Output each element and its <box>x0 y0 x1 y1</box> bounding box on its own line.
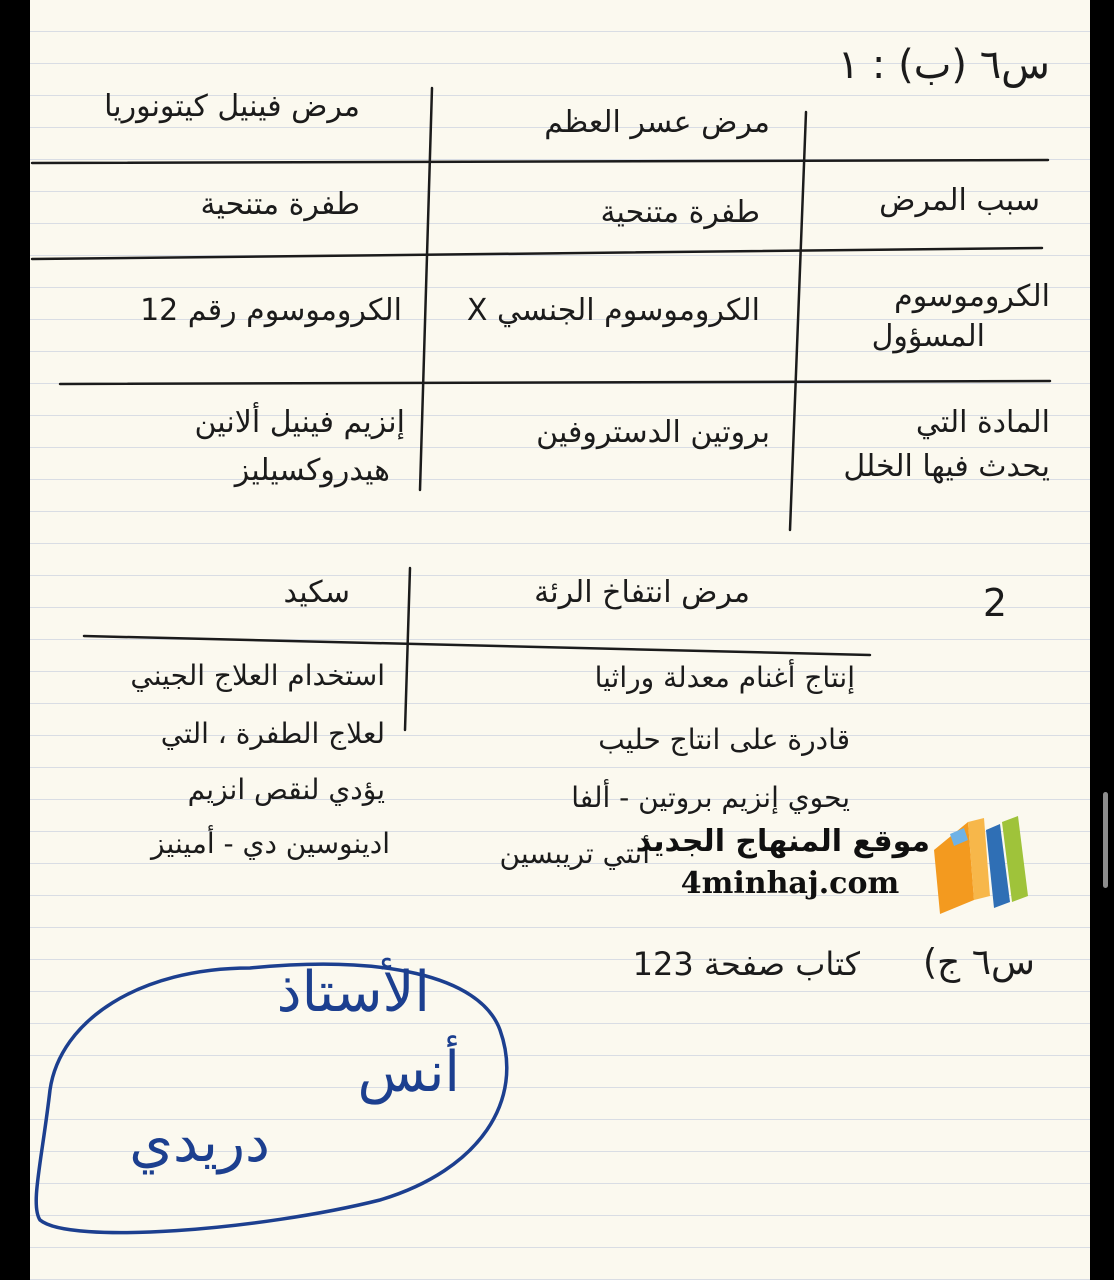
signature-last-name: دريدي <box>129 1110 270 1175</box>
part2-emphysema-line2: قادرة على انتاج حليب <box>598 723 850 756</box>
cell-cause-md: طفرة متنحية <box>600 195 760 230</box>
cell-cause-pku: طفرة متنحية <box>200 187 360 222</box>
part2-scid-line2: لعلاج الطفرة ، التي <box>160 717 385 750</box>
scrollbar-thumb[interactable] <box>1103 792 1108 888</box>
row-label-chromosome: الكروموسوم <box>894 279 1050 314</box>
row-label-substance: المادة التي <box>915 405 1050 440</box>
part2-number: 2 <box>982 581 1008 625</box>
column-header-pku: مرض فينيل كيتونوريا <box>104 89 360 124</box>
part2-scid-line3: يؤدي لنقص انزيم <box>187 773 385 806</box>
site-logo-icon <box>928 810 1032 920</box>
row-label-substance-2: يحدث فيها الخلل <box>843 449 1050 484</box>
question-c-label: س٦ ج) <box>922 942 1035 983</box>
part2-header-emphysema: مرض انتفاخ الرئة <box>534 575 750 610</box>
part2-emphysema-line3: يحوي إنزيم بروتين - ألفا <box>571 781 850 814</box>
part2-scid-line1: استخدام العلاج الجيني <box>130 659 385 692</box>
part2-scid-line4: ادينوسين دي - أمينيز <box>151 827 390 860</box>
part2-emphysema-line1: إنتاج أغنام معدلة وراثيا <box>594 661 855 694</box>
row-label-chromosome-2: المسؤول <box>871 319 985 354</box>
cell-chromosome-md: الكروموسوم الجنسي X <box>466 293 760 328</box>
watermark-url: 4minhaj.com <box>680 866 900 901</box>
part2-emphysema-line4: أنتي تريبسين <box>499 837 650 870</box>
cell-substance-md: بروتين الدستروفين <box>536 415 770 450</box>
watermark-site-name: موقع المنهاج الجديد <box>635 824 930 859</box>
signature-title: الأستاذ <box>276 960 430 1025</box>
column-header-muscular-dystrophy: مرض عسر العظم <box>544 105 770 140</box>
signature-first-name: أنس <box>357 1040 460 1105</box>
part2-header-scid: سكيد <box>283 575 350 610</box>
cell-substance-pku: إنزيم فينيل ألانين <box>194 405 405 440</box>
question-c-text: كتاب صفحة 123 <box>632 945 860 983</box>
cell-substance-pku-2: هيدروكسيليز <box>234 453 390 488</box>
cell-chromosome-pku: الكروموسوم رقم 12 <box>140 293 402 328</box>
row-label-cause: سبب المرض <box>879 183 1040 218</box>
question-heading: س٦ (ب) : ١ <box>837 42 1050 88</box>
